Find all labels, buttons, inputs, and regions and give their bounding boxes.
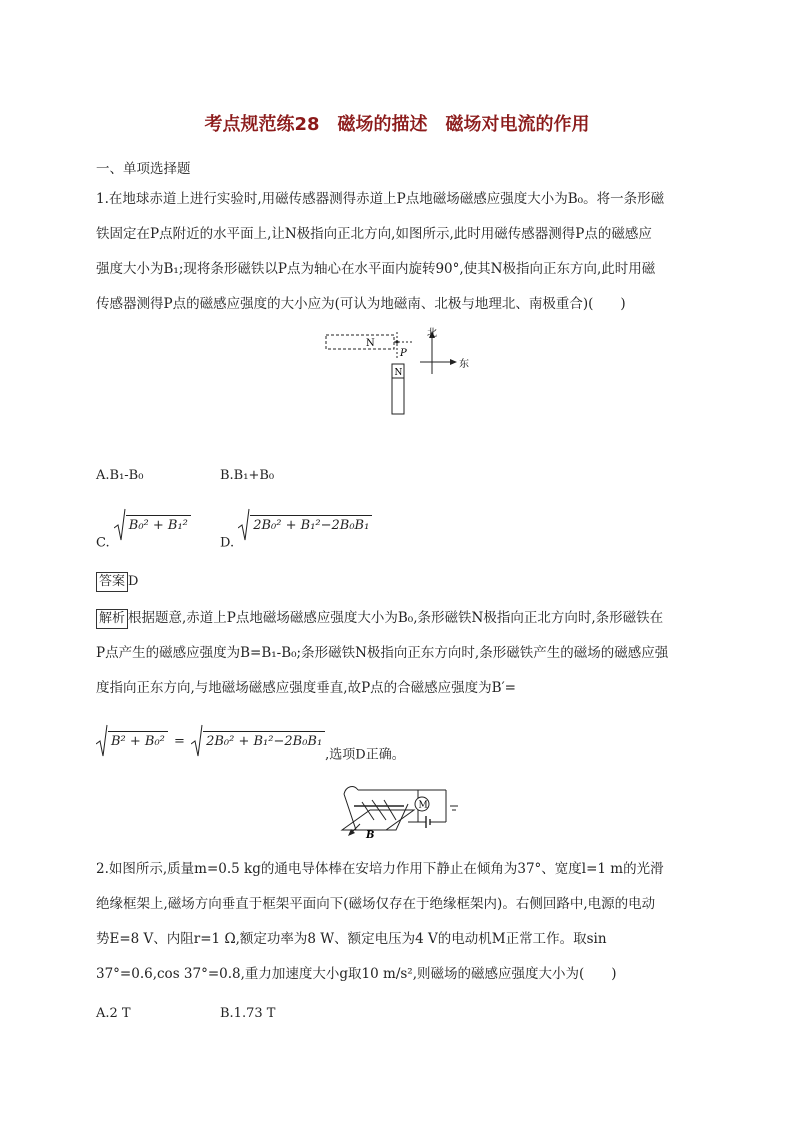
q1-answer — [96, 572, 138, 592]
q2-option-b: B.1.73 T — [220, 1006, 276, 1021]
analysis-formula — [96, 724, 405, 763]
q1-figure — [320, 326, 480, 418]
analysis-line-1 — [96, 601, 698, 636]
q1-line-1: 1.在地球赤道上进行实验时,用磁传感器测得赤道上P点地磁场磁感应强度大小为B₀。将一条形磁 — [96, 191, 665, 207]
q1-option-c-label: C. — [96, 535, 110, 551]
q2-line-4: 37°=0.6,cos 37°=0.8,重力加速度大小g取10 m/s²,则磁场的磁感应强度大小为( ) — [96, 966, 617, 982]
formula-equals: = — [174, 733, 185, 749]
motor-m-label: M — [418, 800, 428, 811]
q1-analysis — [96, 601, 698, 706]
q2-option-a: A.2 T — [96, 1006, 131, 1021]
east-label: 东 — [459, 359, 469, 370]
north-label: 北 — [427, 328, 437, 339]
q2-figure — [334, 780, 464, 842]
q1-option-c-expr: B₀² + B₁² — [126, 515, 191, 533]
q2-line-2: 绝缘框架上,磁场方向垂直于框架平面向下(磁场仅存在于绝缘框架内)。右侧回路中,电源的电动 — [96, 896, 656, 912]
q1-option-a: A.B₁-B₀ — [96, 468, 144, 483]
q1-option-c — [96, 508, 191, 551]
q1-option-d-expr: 2B₀² + B₁²−2B₀B₁ — [250, 515, 372, 533]
page-title: 考点规范练28 磁场的描述 磁场对电流的作用 — [204, 114, 590, 135]
q2-line-1: 2.如图所示,质量m=0.5 kg的通电导体棒在安培力作用下静止在倾角为37°、宽度l=1 m的光滑 — [96, 861, 664, 877]
q1-option-d — [220, 508, 372, 551]
analysis-line-1-text: 根据题意,赤道上P点地磁场磁感应强度大小为B₀,条形磁铁N极指向正北方向时,条形磁铁在 — [128, 610, 664, 626]
q1-line-4: 传感器测得P点的磁感应强度的大小应为(可认为地磁南、北极与地理北、南极重合)( ) — [96, 296, 626, 312]
q1-option-d-label: D. — [220, 535, 235, 551]
sqrt-icon — [114, 508, 126, 542]
sqrt-icon — [96, 724, 108, 758]
east-arrow-icon — [450, 359, 457, 365]
question-1 — [96, 182, 698, 322]
magnet-dashed-n-label: N — [366, 338, 375, 349]
answer-value: D — [128, 574, 139, 589]
analysis-line-2: P点产生的磁感应强度为B=B₁-B₀;条形磁铁N极指向正东方向时,条形磁铁产生的磁场的磁感应强 — [96, 645, 669, 661]
sqrt-icon — [191, 724, 203, 758]
analysis-line-3: 度指向正东方向,与地磁场磁感应强度垂直,故P点的合磁感应强度为B′= — [96, 680, 516, 696]
magnet-solid-n-label: N — [394, 368, 403, 378]
answer-tag: 答案 — [96, 572, 128, 592]
formula-conclusion: ,选项D正确。 — [325, 747, 405, 763]
field-b-label: B — [366, 830, 375, 841]
q2-line-3: 势E=8 V、内阻r=1 Ω,额定功率为8 W、额定电压为4 V的电动机M正常工作。取sin — [96, 931, 607, 947]
point-p-label: P — [400, 348, 407, 359]
magnet-dashed — [326, 335, 394, 349]
q1-option-b: B.B₁+B₀ — [220, 468, 275, 483]
point-p — [395, 340, 398, 343]
analysis-tag: 解析 — [96, 609, 128, 629]
q1-line-2: 铁固定在P点附近的水平面上,让N极指向正北方向,如图所示,此时用磁传感器测得P点的磁感应 — [96, 226, 652, 242]
formula-expr-1: B² + B₀² — [108, 731, 168, 749]
section-heading: 一、单项选择题 — [96, 161, 191, 177]
q1-line-3: 强度大小为B₁;现将条形磁铁以P点为轴心在水平面内旋转90°,使其N极指向正东方向,此时用磁 — [96, 261, 656, 277]
question-2 — [96, 852, 698, 992]
formula-expr-2: 2B₀² + B₁²−2B₀B₁ — [203, 731, 325, 749]
sqrt-icon — [238, 508, 250, 542]
